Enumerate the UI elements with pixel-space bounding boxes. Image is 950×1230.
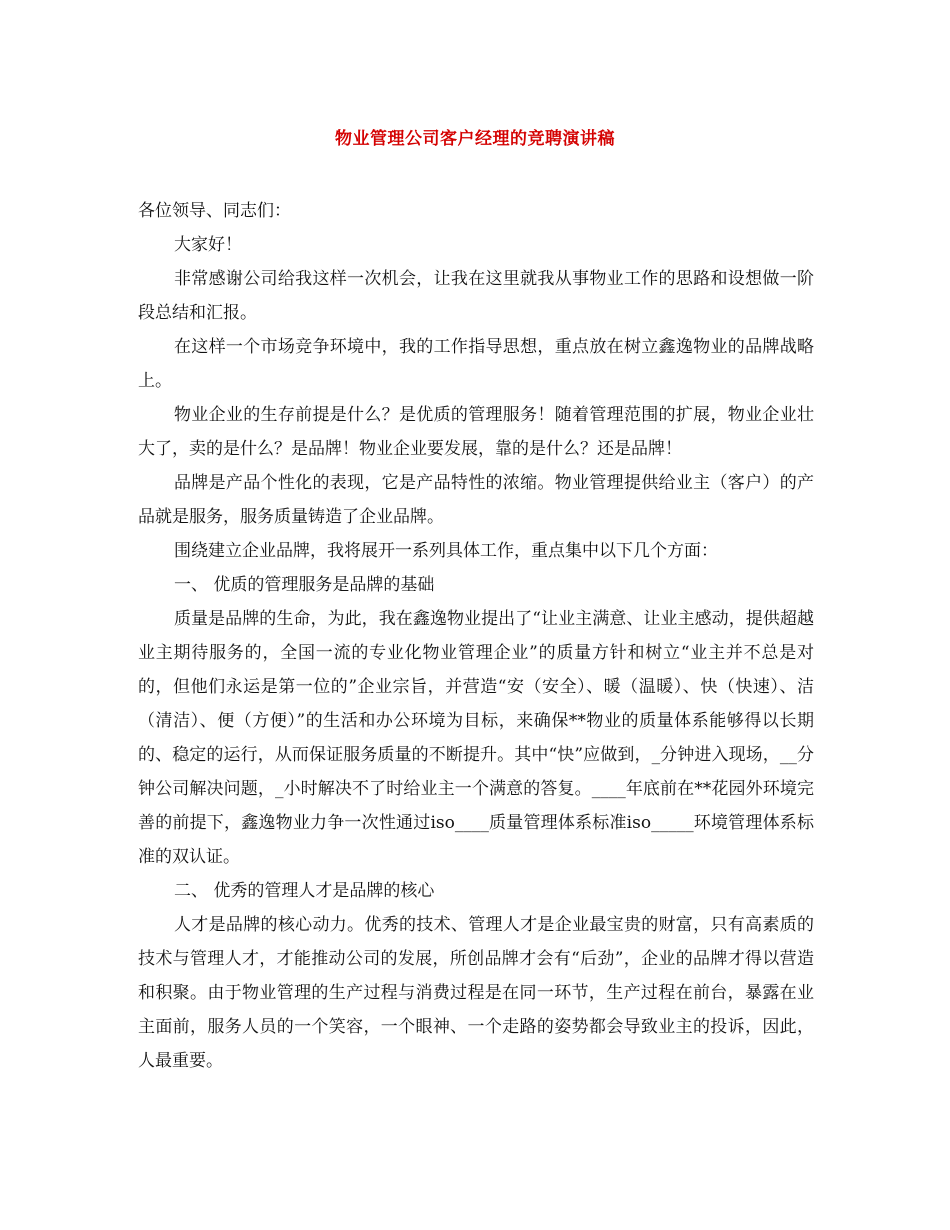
salutation: 各位领导、同志们： <box>138 201 291 221</box>
document-body <box>138 228 814 1078</box>
paragraph-brand-definition: 品牌是产品个性化的表现，它是产品特性的浓缩。物业管理提供给业主（客户）的产品就是服务，服务质量铸造了企业品牌。 <box>138 473 814 527</box>
section-heading-1: 一、 优质的管理服务是品牌的基础 <box>174 575 435 595</box>
paragraph-quality: 质量是品牌的生命，为此，我在鑫逸物业提出了“让业主满意、让业主感动，提供超越业主期待服务的，全国一流的专业化物业管理企业”的质量方针和树立“业主并不总是对的，但他们永运是第一位的”企业宗旨，并营造“安（安全）、暖（温暖）、快（快速）、洁（清洁）、便（方便）”的生活和办公环境为目标，来确保**物业的质量体系能够得以长期的、稳定的运行，从而保证服务质量的不断提升。其中“快”应做到，_分钟进入现场，__分钟公司解决问题，_小时解决不了时给业主一个满意的答复。____年底前在**花园外环境完善的前提下，鑫逸物业力争一次性通过iso____质量管理体系标准iso_____环境管理体系标准的双认证。 <box>138 609 814 867</box>
paragraph-thanks: 非常感谢公司给我这样一次机会，让我在这里就我从事物业工作的思路和设想做一阶段总结和汇报。 <box>138 269 814 323</box>
paragraph-work-plan: 围绕建立企业品牌，我将展开一系列具体工作，重点集中以下几个方面： <box>174 541 718 561</box>
paragraph-brand-question: 物业企业的生存前提是什么？是优质的管理服务！随着管理范围的扩展，物业企业壮大了，卖的是什么？是品牌！物业企业要发展，靠的是什么？还是品牌！ <box>138 405 814 459</box>
paragraph-greeting: 大家好！ <box>174 235 242 255</box>
paragraph-guiding-idea: 在这样一个市场竞争环境中，我的工作指导思想，重点放在树立鑫逸物业的品牌战略上。 <box>138 337 814 391</box>
document-title: 物业管理公司客户经理的竞聘演讲稿 <box>335 129 615 149</box>
paragraph-talent: 人才是品牌的核心动力。优秀的技术、管理人才是企业最宝贵的财富，只有高素质的技术与管理人才，才能推动公司的发展，所创品牌才会有“后劲”，企业的品牌才得以营造和积聚。由于物业管理的生产过程与消费过程是在同一环节，生产过程在前台，暴露在业主面前，服务人员的一个笑容，一个眼神、一个走路的姿势都会导致业主的投诉，因此，人最重要。 <box>138 915 814 1071</box>
section-heading-2: 二、 优秀的管理人才是品牌的核心 <box>174 881 435 901</box>
